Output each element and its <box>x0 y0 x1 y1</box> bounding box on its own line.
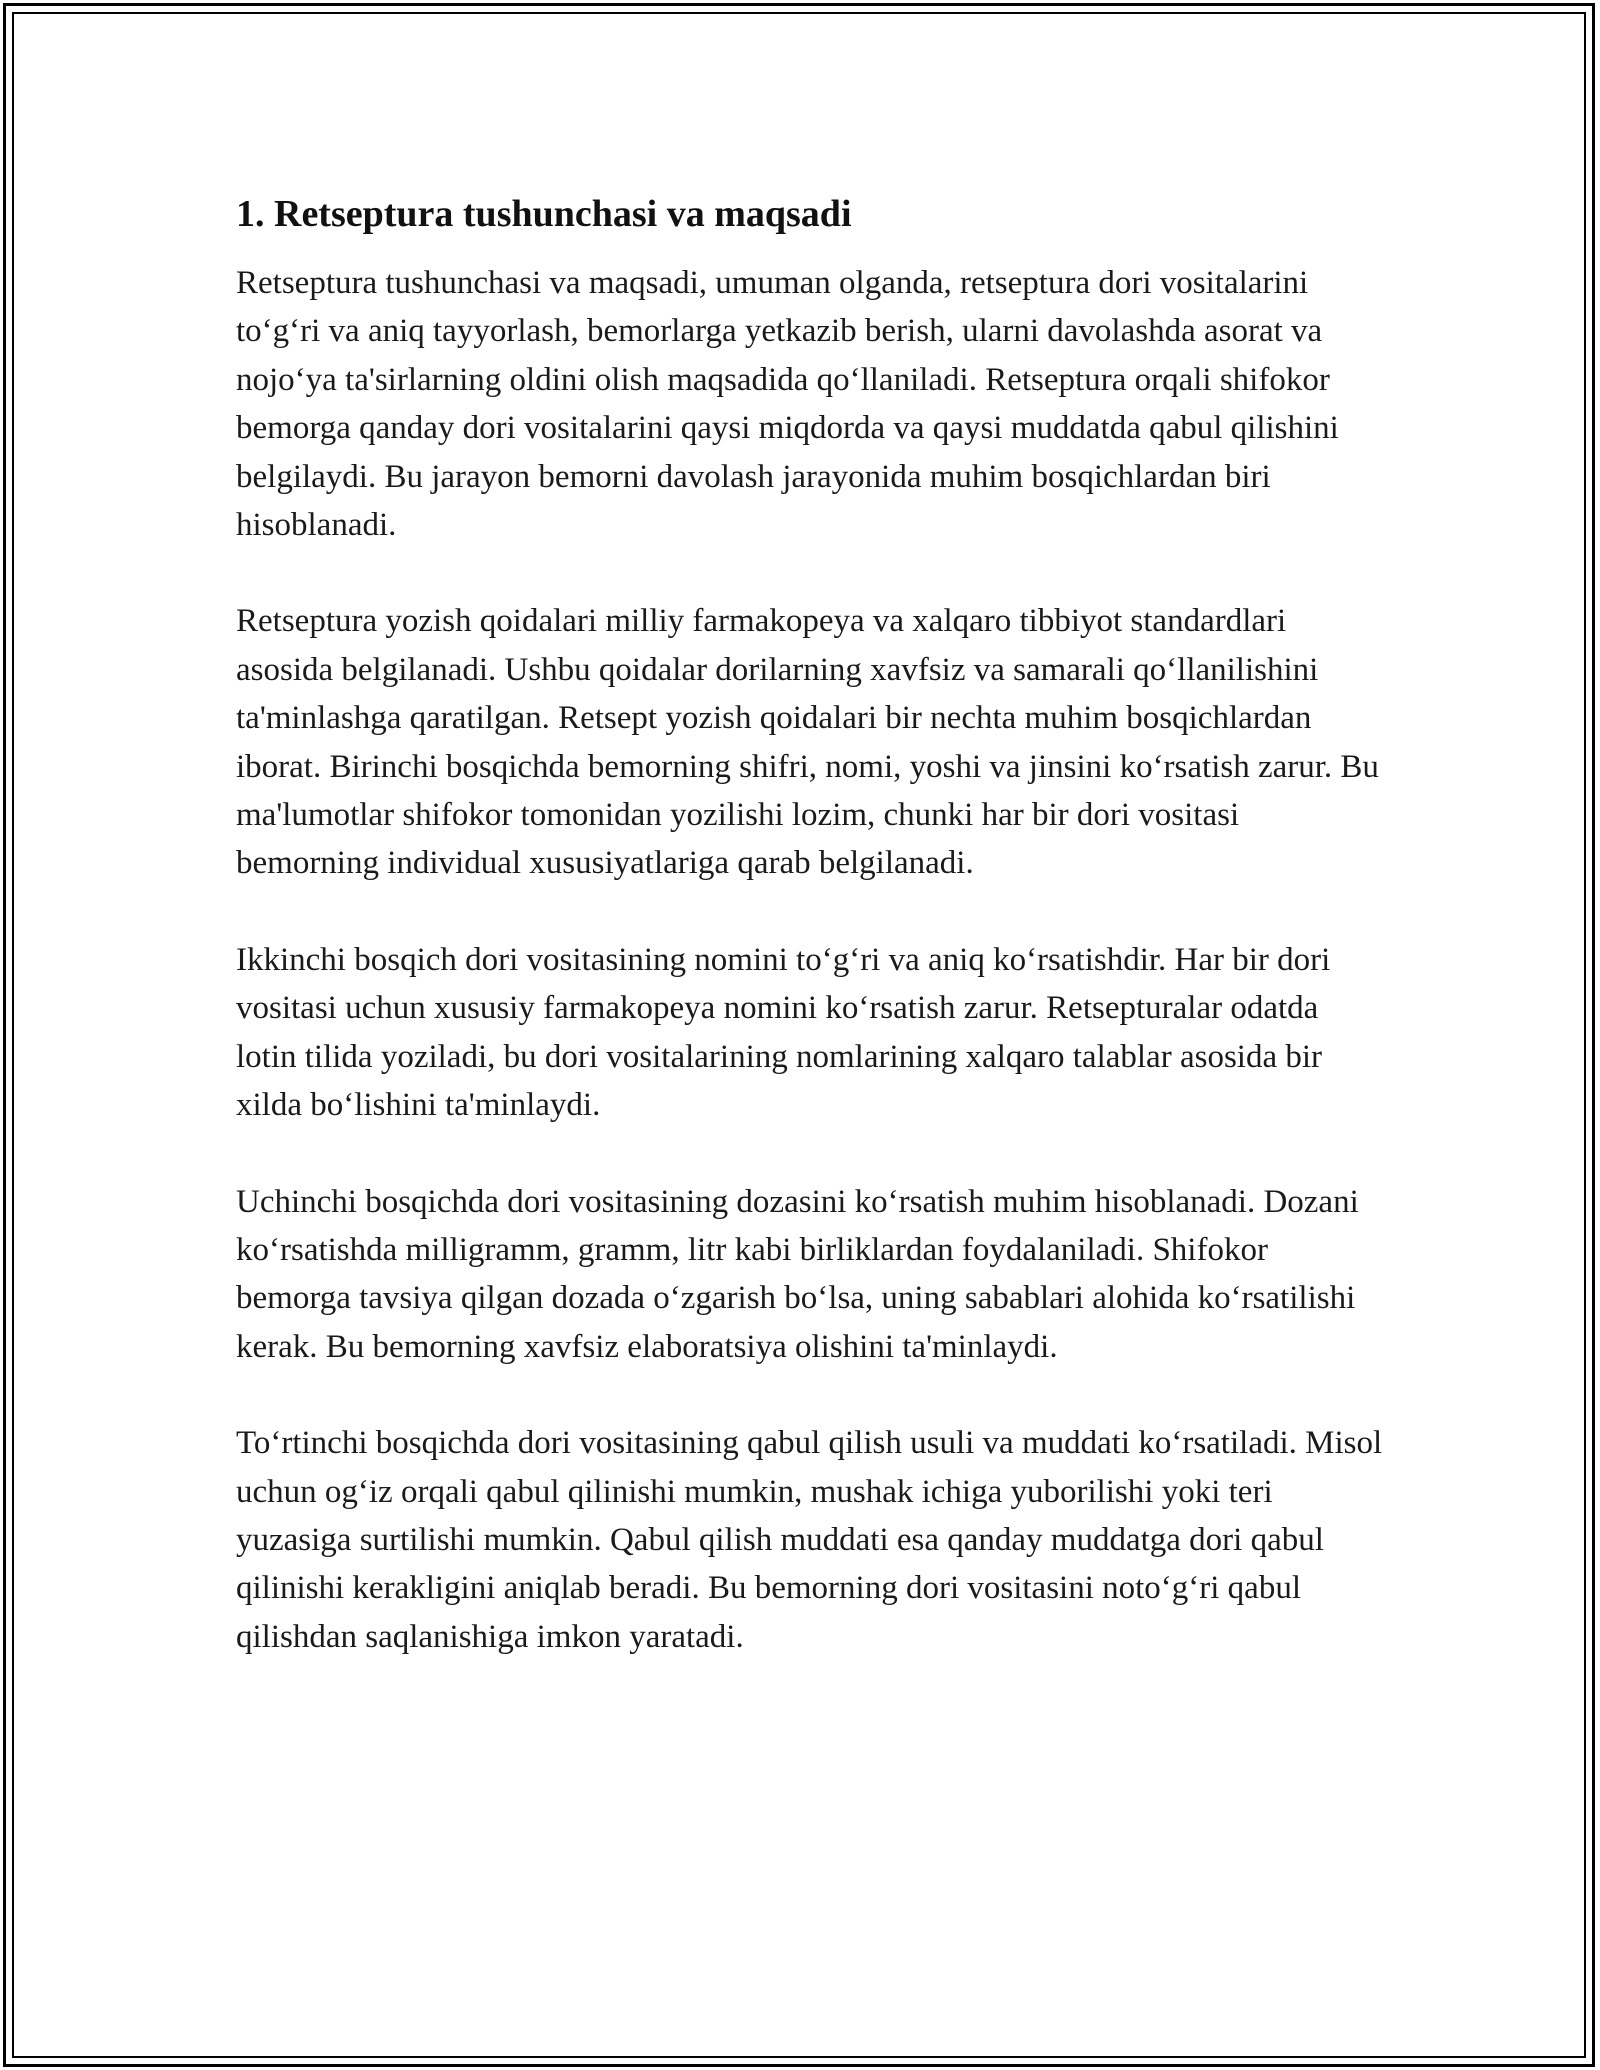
paragraph-5: To‘rtinchi bosqichda dori vositasining qabul qilish usuli va muddati ko‘rsatiladi. Misol uchun og‘iz orqali qabul qilinishi mumkin, mushak ichiga yuborilishi yoki teri yuzasiga surtilishi mumkin. Qabul qilish muddati esa qanday muddatga dori qabul qilinishi kerakligini aniqlab beradi. Bu bemorning dori vositasini noto‘g‘ri qabul qilishdan saqlanishiga imkon yaratadi. <box>236 1425 1383 1655</box>
paragraph-1: Retseptura tushunchasi va maqsadi, umuman olganda, retseptura dori vositalarini to‘g‘ri va aniq tayyorlash, bemorlarga yetkazib berish, ularni davolashda asorat va nojo‘ya ta'sirlarning oldini olish maqsadida qo‘llaniladi. Retseptura orqali shifokor bemorga qanday dori vositalarini qaysi miqdorda va qaysi muddatda qabul qilishini belgilaydi. Bu jarayon bemorni davolash jarayonida muhim bosqichlardan biri hisoblanadi. <box>236 265 1339 544</box>
document-body <box>236 187 1386 1709</box>
paragraph-3: Ikkinchi bosqich dori vositasining nomini to‘g‘ri va aniq ko‘rsatishdir. Har bir dori vositasi uchun xususiy farmakopeya nomini ko‘rsatish zarur. Retsepturalar odatda lotin tilida yoziladi, bu dori vositalarining nomlarining xalqaro talablar asosida bir xilda bo‘lishini ta'minlaydi. <box>236 941 1331 1124</box>
section-heading: 1. Retseptura tushunchasi va maqsadi <box>236 193 852 235</box>
paragraph-2: Retseptura yozish qoidalari milliy farmakopeya va xalqaro tibbiyot standardlari asosida belgilanadi. Ushbu qoidalar dorilarning xavfsiz va samarali qo‘llanilishini ta'minlashga qaratilgan. Retsept yozish qoidalari bir nechta muhim bosqichlardan iborat. Birinchi bosqichda bemorning shifri, nomi, yoshi va jinsini ko‘rsatish zarur. Bu ma'lumotlar shifokor tomonidan yozilishi lozim, chunki har bir dori vositasi bemorning individual xususiyatlariga qarab belgilanadi. <box>236 603 1379 882</box>
paragraph-4: Uchinchi bosqichda dori vositasining dozasini ko‘rsatish muhim hisoblanadi. Dozani ko‘rsatishda milligramm, gramm, litr kabi birliklardan foydalaniladi. Shifokor bemorga tavsiya qilgan dozada o‘zgarish bo‘lsa, uning sabablari alohida ko‘rsatilishi kerak. Bu bemorning xavfsiz elaboratsiya olishini ta'minlaydi. <box>236 1183 1359 1365</box>
